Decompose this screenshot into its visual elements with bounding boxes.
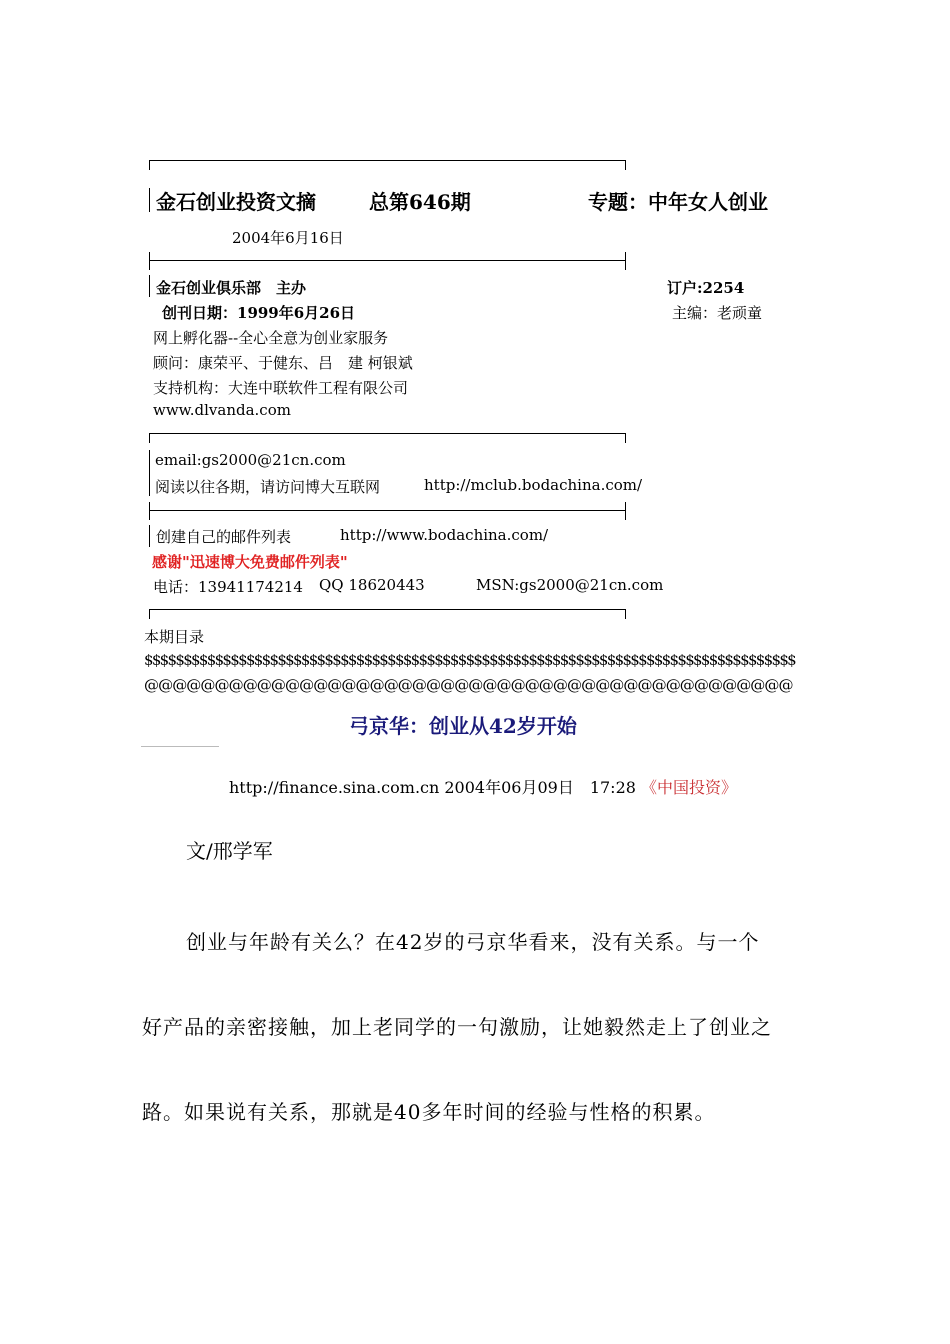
slogan: 网上孵化器--全心全意为创业家服务	[153, 329, 389, 347]
issue-date: 2004年6月16日	[232, 229, 344, 247]
digest-title: 金石创业投资文摘	[156, 190, 316, 214]
website-link[interactable]: www.dlvanda.com	[153, 401, 291, 419]
info-vertical-bar	[149, 275, 150, 297]
founded-date: 创刊日期：1999年6月26日	[162, 304, 356, 322]
toc-dollar-separator: $$$$$$$$$$$$$$$$$$$$$$$$$$$$$$$$$$$$$$$$$$$$$$$$$$$$$$$$$$$$$$$$$$$$$$$$$$$$$$$$$$$	[144, 651, 796, 669]
contact-divider-rule	[149, 510, 626, 522]
header-top-rule	[149, 160, 626, 172]
email-address[interactable]: email:gs2000@21cn.com	[155, 451, 346, 469]
article-short-rule	[141, 746, 219, 747]
header-divider-rule	[149, 260, 626, 272]
article-paragraph-line-3: 路。如果说有关系，那就是40多年时间的经验与性格的积累。	[142, 1100, 716, 1124]
header-vertical-bar	[149, 188, 150, 212]
article-title: 弓京华：创业从42岁开始	[349, 714, 577, 738]
support-org: 支持机构：大连中联软件工程有限公司	[153, 379, 409, 397]
editor: 主编：老顽童	[672, 304, 763, 322]
topic-label: 专题：中年女人创业	[588, 190, 768, 214]
advisors: 顾问：康荣平、于健东、吕 建 柯银斌	[153, 354, 413, 372]
article-paragraph-line-1: 创业与年龄有关么？在42岁的弓京华看来，没有关系。与一个	[186, 930, 760, 954]
contact-top-rule	[149, 433, 626, 445]
article-publication: 《中国投资》	[641, 778, 738, 797]
phone-number: 电话：13941174214	[153, 578, 303, 596]
toc-label: 本期目录	[144, 628, 205, 646]
qq-number: QQ 18620443	[319, 576, 425, 594]
contact-bottom-rule	[149, 609, 626, 621]
archive-label: 阅读以往各期，请访问博大互联网	[155, 478, 381, 496]
create-list-link[interactable]: http://www.bodachina.com/	[340, 526, 549, 544]
organizer: 金石创业俱乐部 主办	[156, 279, 307, 297]
subscriber-count: 订户:2254	[667, 279, 745, 297]
create-list-label: 创建自己的邮件列表	[156, 528, 292, 546]
issue-number: 总第646期	[369, 190, 471, 214]
msn-address: MSN:gs2000@21cn.com	[476, 576, 664, 594]
article-source	[229, 775, 737, 798]
archive-link[interactable]: http://mclub.bodachina.com/	[424, 476, 643, 494]
toc-at-separator: @@@@@@@@@@@@@@@@@@@@@@@@@@@@@@@@@@@@@@@@@@@@@@	[144, 676, 793, 694]
article-author: 文/邢学军	[186, 839, 273, 863]
list-vertical-bar	[149, 525, 150, 547]
thanks-note: 感谢"迅速博大免费邮件列表"	[152, 553, 348, 571]
contact-vertical-bar	[149, 450, 150, 496]
article-paragraph-line-2: 好产品的亲密接触，加上老同学的一句激励，让她毅然走上了创业之	[142, 1015, 772, 1039]
article-source-url[interactable]: http://finance.sina.com.cn 2004年06月09日 17:28	[229, 778, 636, 797]
